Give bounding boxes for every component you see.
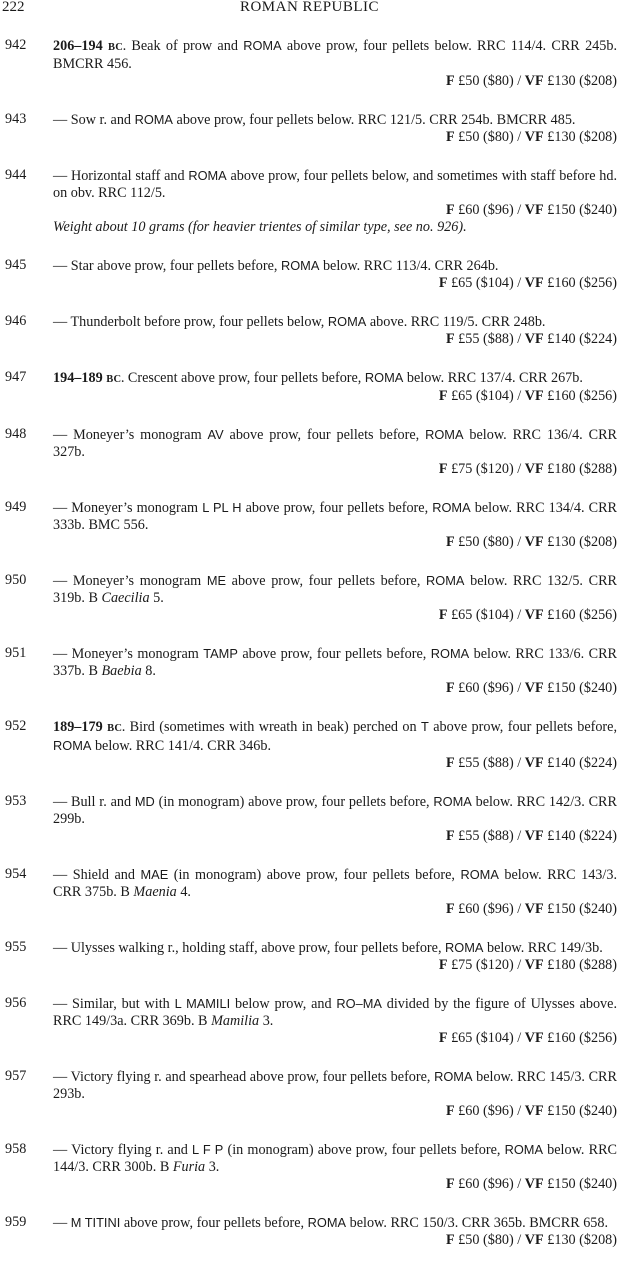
grade-fine-label: F [438,461,448,477]
price-line [53,607,617,624]
price-line [53,534,617,551]
price-separator: / [517,129,522,145]
catalogue-entry [0,572,619,624]
entry-number: 958 [5,1141,27,1157]
entry-body [53,111,617,146]
description-text: above prow, four pellets below, and sometimes with staff before hd. on obv. RRC 112/5. [53,168,618,201]
catalogue-entry [0,1214,619,1249]
price-line [53,275,617,292]
price-fine: £60 ($96) [458,680,514,696]
entry-description [53,793,617,828]
description-text: (in monogram) above prow, four pellets before, [154,794,434,810]
reference-name: Baebia [101,663,142,679]
grade-very-fine-label: VF [524,1103,544,1119]
price-very-fine: £160 ($256) [547,388,617,404]
grade-very-fine-label: VF [524,202,544,218]
price-fine: £60 ($96) [458,1103,514,1119]
legend-inscription: ROMA [426,573,465,588]
price-fine: £55 ($88) [458,828,514,844]
grade-fine-label: F [438,388,448,404]
date-range: BC. [107,723,126,734]
legend-inscription: ROMA [53,738,92,753]
entry-number: 951 [5,645,27,661]
legend-inscription: ROMA [243,38,282,53]
price-separator: / [517,73,522,89]
price-fine: £50 ($80) [458,129,514,145]
price-very-fine: £150 ($240) [547,1176,617,1192]
price-fine: £50 ($80) [458,1232,514,1248]
description-text: above prow, four pellets before, [223,427,426,443]
legend-inscription: L PL H [202,500,242,515]
legend-inscription: ROMA [280,258,320,273]
description-text: above prow, four pellets below. RRC 121/5. CRR 254b. BMCRR 485. [172,112,576,128]
description-text: — Moneyer’s monogram [53,500,203,516]
entry-number: 948 [5,426,27,442]
entry-description [53,369,617,388]
entry-number: 942 [5,37,27,53]
grade-fine-label: F [438,607,448,623]
date-range: 194–189 [53,370,103,386]
description-text: — Victory flying r. and spearhead above prow, four pellets before, [53,1069,435,1085]
reference-name: Maenia [133,884,177,900]
entry-body [53,257,617,292]
entry-number: 956 [5,995,27,1011]
price-separator: / [517,828,522,844]
catalogue-entry [0,645,619,697]
catalogue-entry [0,718,619,772]
entry-body [53,369,617,405]
legend-inscription: ROMA [425,427,464,442]
price-line [53,1232,617,1249]
page-header [0,0,619,22]
price-fine: £60 ($96) [458,901,514,917]
description-text: below. RRC 137/4. CRR 267b. [403,370,583,386]
price-separator: / [517,755,522,771]
grade-very-fine-label: VF [524,275,544,291]
entry-description [53,167,617,202]
catalogue-entry [0,111,619,146]
legend-inscription: TAMP [203,646,238,661]
entry-body [53,995,617,1047]
price-fine: £50 ($80) [458,534,514,550]
grade-very-fine-label: VF [524,388,544,404]
legend-inscription: L F P [192,1142,224,1157]
entry-description [53,866,617,901]
description-text: — Bull r. and [53,794,135,810]
entry-number: 949 [5,499,27,515]
grade-very-fine-label: VF [524,957,544,973]
grade-very-fine-label: VF [524,129,544,145]
grade-fine-label: F [445,534,455,550]
description-text: above prow, four pellets before, [237,646,431,662]
legend-inscription: ROMA [460,867,499,882]
entry-body [53,1068,617,1120]
date-range: BC. [107,42,127,53]
entry-note: Weight about 10 grams (for heavier trientes of similar type, see no. 926). [53,219,467,235]
legend-inscription: ROMA [504,1142,544,1157]
price-fine: £60 ($96) [458,1176,514,1192]
grade-fine-label: F [445,331,455,347]
legend-inscription: MAE [140,867,169,882]
legend-inscription: RO–MA [336,996,382,1011]
entry-body [53,426,617,478]
price-very-fine: £140 ($224) [547,331,617,347]
price-separator: / [517,901,522,917]
grade-fine-label: F [445,1232,455,1248]
price-separator: / [517,202,522,218]
description-text: below. RRC 150/3. CRR 365b. BMCRR 658. [346,1215,609,1231]
entry-number: 947 [5,369,27,385]
entry-number: 955 [5,939,27,955]
price-fine: £55 ($88) [458,331,514,347]
entry-description [53,426,617,461]
grade-fine-label: F [445,755,455,771]
running-title: ROMAN REPUBLIC [239,0,380,15]
description-text: — Horizontal staff and [53,168,189,184]
entry-description [53,499,617,534]
legend-inscription: ROMA [445,940,484,955]
grade-very-fine-label: VF [524,1176,544,1192]
legend-inscription: ROMA [364,370,404,385]
entry-number: 954 [5,866,27,882]
legend-inscription: L MAMILI [174,996,231,1011]
entry-description [53,645,617,680]
price-very-fine: £130 ($208) [547,1232,617,1248]
price-very-fine: £150 ($240) [547,901,617,917]
reference-name: Furia [172,1159,206,1175]
price-very-fine: £130 ($208) [547,129,617,145]
grade-fine-label: F [438,1030,448,1046]
price-line [53,461,617,478]
entry-body [53,167,617,236]
price-fine: £50 ($80) [458,73,514,89]
entry-body [53,718,617,772]
entry-description [53,1214,617,1232]
grade-very-fine-label: VF [524,680,544,696]
catalogue-entry [0,1068,619,1120]
entry-body [53,793,617,845]
description-text: below. RRC 145/3. CRR 293b. [53,1069,617,1102]
entry-body [53,645,617,697]
entry-description [53,572,617,607]
price-line [53,202,617,219]
entry-body [53,939,617,974]
description-text: Beak of prow and [126,38,244,54]
grade-fine-label: F [445,828,455,844]
price-line [53,957,617,974]
catalogue-entry [0,167,619,236]
reference-name: Caecilia [101,590,150,606]
grade-very-fine-label: VF [524,461,544,477]
catalogue-entry [0,499,619,551]
price-very-fine: £180 ($288) [547,461,617,477]
entry-number: 952 [5,718,27,734]
legend-inscription: MD [134,794,155,809]
entry-body [53,1214,617,1249]
price-line [53,1103,617,1120]
description-text: below. RRC 132/5. CRR 319b. B [53,573,617,606]
price-separator: / [517,1176,522,1192]
date-range: BC. [106,374,125,385]
description-text: below. RRC 144/3. CRR 300b. B [53,1142,618,1175]
price-very-fine: £150 ($240) [547,680,617,696]
legend-inscription: ROMA [327,314,367,329]
entry-body [53,1141,617,1193]
grade-very-fine-label: VF [524,607,544,623]
description-text: below. RRC 143/3. CRR 375b. B [53,867,617,900]
description-text: — Moneyer’s monogram [53,427,208,443]
price-very-fine: £140 ($224) [547,828,617,844]
date-range: 189–179 [53,719,103,735]
price-separator: / [517,957,522,973]
catalogue-entry [0,1141,619,1193]
price-separator: / [517,1030,522,1046]
description-text: above prow, four pellets before, [241,500,433,516]
entry-body [53,37,617,90]
catalogue-entry [0,37,619,90]
entry-description [53,111,617,129]
price-fine: £65 ($104) [451,1030,514,1046]
grade-fine-label: F [445,680,455,696]
description-text: — Moneyer’s monogram [53,573,207,589]
description-text: — Thunderbolt before prow, four pellets below, [53,314,328,330]
entry-description [53,257,617,275]
description-text: Bird (sometimes with wreath in beak) perched on [125,719,421,735]
description-text: above prow, four pellets before, [120,1215,308,1231]
page-number: 222 [2,0,25,15]
entry-body [53,313,617,348]
legend-inscription: AV [207,427,224,442]
grade-very-fine-label: VF [524,73,544,89]
price-very-fine: £160 ($256) [547,607,617,623]
legend-inscription: T [421,719,429,734]
price-line [53,828,617,845]
date-range: 206–194 [53,38,103,54]
price-very-fine: £150 ($240) [547,202,617,218]
description-text: — Shield and [53,867,141,883]
legend-inscription: ROMA [430,646,470,661]
catalogue-entry [0,369,619,405]
legend-inscription: ROMA [434,1069,473,1084]
grade-fine-label: F [438,275,448,291]
grade-fine-label: F [445,1176,455,1192]
entry-description [53,313,617,331]
price-separator: / [517,461,522,477]
price-line [53,1030,617,1047]
description-text: — Similar, but with [53,996,175,1012]
entry-number: 946 [5,313,27,329]
grade-fine-label: F [445,73,455,89]
price-fine: £75 ($120) [451,461,514,477]
grade-very-fine-label: VF [524,331,544,347]
price-separator: / [517,680,522,696]
description-text: 3. [259,1013,274,1029]
entry-number: 959 [5,1214,27,1230]
legend-inscription: M TITINI [70,1215,121,1230]
description-text: (in monogram) above prow, four pellets before, [168,867,461,883]
description-text: — Ulysses walking r., holding staff, above prow, four pellets before, [53,940,446,956]
entry-number: 945 [5,257,27,273]
price-very-fine: £140 ($224) [547,755,617,771]
description-text: below. RRC 136/4. CRR 327b. [53,427,617,460]
description-text: below. RRC 149/3b. [483,940,603,956]
price-very-fine: £130 ($208) [547,73,617,89]
catalogue-entry [0,313,619,348]
description-text: below. RRC 113/4. CRR 264b. [319,258,499,274]
grade-fine-label: F [438,957,448,973]
legend-inscription: ROMA [307,1215,347,1230]
description-text: — [53,1215,71,1231]
description-text: 3. [205,1159,220,1175]
legend-inscription: ME [206,573,227,588]
description-text: below prow, and [230,996,337,1012]
price-line [53,1176,617,1193]
entry-body [53,499,617,551]
description-text: above prow, four pellets below. RRC 114/4. CRR 245b. BMCRR 456. [53,38,617,72]
grade-fine-label: F [445,202,455,218]
grade-fine-label: F [445,129,455,145]
price-separator: / [517,534,522,550]
description-text: 4. [176,884,191,900]
description-text: — Victory flying r. and [53,1142,193,1158]
description-text: above prow, four pellets before, [428,719,617,735]
entry-number: 943 [5,111,27,127]
price-very-fine: £130 ($208) [547,534,617,550]
grade-very-fine-label: VF [524,901,544,917]
legend-inscription: ROMA [433,794,472,809]
price-very-fine: £160 ($256) [547,1030,617,1046]
grade-very-fine-label: VF [524,1030,544,1046]
legend-inscription: ROMA [188,168,227,183]
description-text: below. RRC 142/3. CRR 299b. [53,794,617,827]
price-very-fine: £180 ($288) [547,957,617,973]
description-text: divided by the figure of Ulysses above. RRC 149/3a. CRR 369b. B [53,996,617,1029]
description-text: 8. [141,663,156,679]
price-separator: / [517,331,522,347]
catalogue-entry [0,793,619,845]
price-separator: / [517,275,522,291]
price-very-fine: £160 ($256) [547,275,617,291]
catalogue-entries [0,37,619,1270]
price-fine: £55 ($88) [458,755,514,771]
description-text: 5. [149,590,164,606]
description-text: — Star above prow, four pellets before, [53,258,281,274]
price-separator: / [517,607,522,623]
entry-description [53,1141,617,1176]
price-fine: £60 ($96) [458,202,514,218]
entry-number: 957 [5,1068,27,1084]
entry-number: 944 [5,167,27,183]
catalogue-entry [0,866,619,918]
grade-fine-label: F [445,901,455,917]
catalogue-entry [0,995,619,1047]
grade-fine-label: F [445,1103,455,1119]
reference-name: Mamilia [211,1013,260,1029]
entry-number: 950 [5,572,27,588]
entry-description [53,995,617,1030]
grade-very-fine-label: VF [524,1232,544,1248]
price-line [53,680,617,697]
catalogue-entry [0,426,619,478]
price-separator: / [517,1232,522,1248]
price-separator: / [517,388,522,404]
description-text: — Moneyer’s monogram [53,646,204,662]
price-separator: / [517,1103,522,1119]
description-text: above. RRC 119/5. CRR 248b. [366,314,546,330]
description-text: below. RRC 134/4. CRR 333b. BMC 556. [53,500,618,533]
entry-description [53,1068,617,1103]
price-line [53,901,617,918]
legend-inscription: ROMA [134,112,173,127]
grade-very-fine-label: VF [524,755,544,771]
price-fine: £75 ($120) [451,957,514,973]
legend-inscription: ROMA [432,500,471,515]
price-line [53,755,617,772]
price-line [53,331,617,348]
grade-very-fine-label: VF [524,828,544,844]
entry-number: 953 [5,793,27,809]
price-line [53,129,617,146]
description-text: below. RRC 141/4. CRR 346b. [91,738,272,754]
entry-description [53,37,617,73]
description-text: above prow, four pellets before, [226,573,427,589]
price-fine: £65 ($104) [451,607,514,623]
price-line [53,388,617,405]
description-text: Crescent above prow, four pellets before, [124,370,365,386]
grade-very-fine-label: VF [524,534,544,550]
price-very-fine: £150 ($240) [547,1103,617,1119]
description-text: — Sow r. and [53,112,135,128]
entry-description [53,718,617,755]
price-fine: £65 ($104) [451,275,514,291]
description-text: below. RRC 133/6. CRR 337b. B [53,646,617,679]
price-fine: £65 ($104) [451,388,514,404]
entry-body [53,572,617,624]
entry-description [53,939,617,957]
description-text: (in monogram) above prow, four pellets before, [223,1142,505,1158]
entry-body [53,866,617,918]
price-line [53,73,617,90]
catalogue-entry [0,257,619,292]
catalogue-entry [0,939,619,974]
